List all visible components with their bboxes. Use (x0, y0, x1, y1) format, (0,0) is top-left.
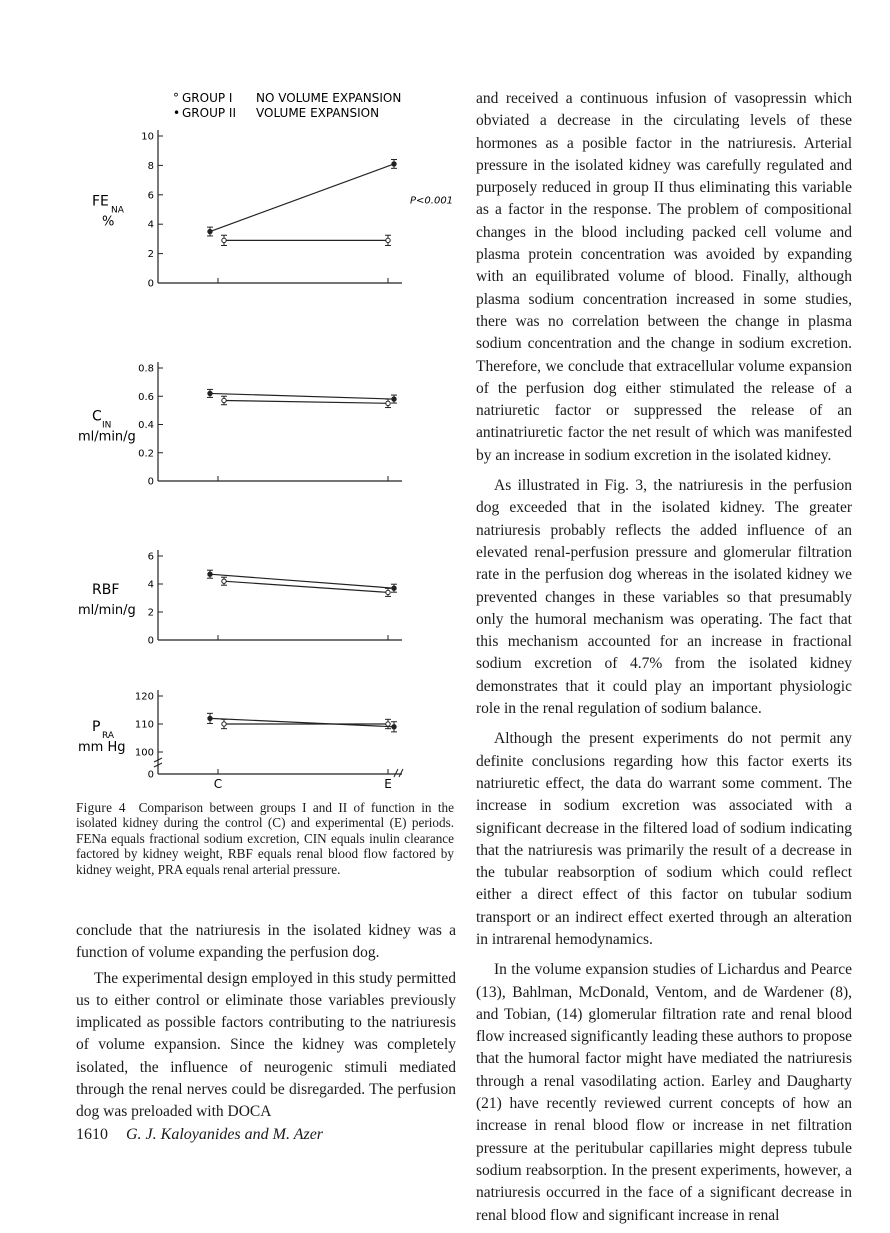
data-point (208, 572, 212, 576)
panel-label: P (92, 719, 101, 735)
data-point (208, 716, 212, 720)
data-point (386, 722, 390, 726)
y-tick-label: 0.8 (138, 363, 154, 375)
figure-4 (70, 84, 454, 804)
data-point (222, 238, 226, 242)
series-line-2 (210, 393, 394, 399)
paragraph: conclude that the natriuresis in the isolated kidney was a function of volume expanding the perfusion dog. (76, 922, 456, 962)
data-point (386, 590, 390, 594)
paragraph: As illustrated in Fig. 3, the natriuresis in the perfusion dog exceeded that in the isolated kidney. The greater natriuresis probably reflects the added influence of an elevated renal-perfusion pressure and glomerular filtration rate in the perfusion dog whereas in the isolated kidney we prevented changes in these variables so that presumably only the humoral mechanism was operating. The fact that this mechanism accounted for an increase in fractional sodium excretion of 4.7% from the isolated kidney demonstrates that it could play an important physiologic role in the renal regulation of sodium balance. (476, 477, 852, 718)
significance-annotation: P<0.001 (410, 195, 454, 207)
data-point (386, 401, 390, 405)
y-tick-label: 8 (147, 160, 154, 172)
page-number: 1610 (76, 1126, 108, 1143)
left-column (76, 920, 456, 1124)
panel-label-subscript: RA (102, 731, 115, 741)
panel-label: FE (92, 193, 109, 210)
authors: G. J. Kaloyanides and M. Azer (126, 1126, 324, 1143)
x-tick-label: C (213, 777, 223, 791)
page-footer (76, 1126, 323, 1144)
y-tick-label: 0 (147, 635, 154, 647)
data-point (222, 579, 226, 583)
y-tick-label: 0 (147, 476, 154, 488)
data-point (222, 722, 226, 726)
y-tick-label: 2 (147, 249, 154, 261)
panel-unit-label: mm Hg (78, 740, 126, 755)
legend-group-2-name: GROUP II (182, 106, 236, 120)
legend-group-2-marker: • (173, 106, 181, 120)
paragraph: In the volume expansion studies of Lichardus and Pearce (13), Bahlman, McDonald, Ventom, and de Wardener (8), and Tobian, (14) glomerular filtration rate and renal blood flow increased significantly leading these authors to propose that the humoral factor might have mediated the natriuresis through a renal vasodilating action. Earley and Daugharty (21) have recently reviewed current concepts of how an increase in renal blood flow or increase in net filtration pressure at the peritubular capillaries might depress tubule sodium reabsorption. In the present experiments, however, a natriuresis occurred in the face of a significant decrease in renal blood flow and significant increase in renal (476, 961, 852, 1224)
y-tick-label: 0.6 (138, 391, 154, 403)
series-line-1 (224, 400, 388, 403)
legend-group-1-label: NO VOLUME EXPANSION (256, 91, 402, 105)
caption-lead: Figure 4 (76, 800, 126, 815)
panel-label-subscript: NA (111, 205, 124, 216)
panel-unit-label: ml/min/g (78, 603, 136, 618)
chart-panel-2 (78, 362, 402, 488)
axis-break (394, 769, 403, 777)
y-tick-label: 110 (134, 719, 154, 731)
panel-label: RBF (92, 582, 120, 598)
panel-label-subscript: IN (102, 420, 112, 431)
chart-panel-4 (78, 690, 403, 791)
y-tick-label: 6 (147, 551, 154, 563)
y-tick-label: 120 (134, 691, 154, 703)
legend-group-1-name: GROUP I (182, 91, 233, 105)
panel-unit-label: % (102, 214, 115, 230)
series-line-1 (224, 581, 388, 592)
data-point (386, 238, 390, 242)
y-tick-label: 0.2 (138, 448, 154, 460)
y-tick-label: 4 (147, 219, 154, 231)
data-point (392, 586, 396, 590)
data-point (208, 391, 212, 395)
figure-caption (76, 800, 454, 877)
legend-group-2-label: VOLUME EXPANSION (256, 106, 380, 120)
x-tick-label: E (384, 777, 392, 791)
data-point (392, 397, 396, 401)
data-point (222, 398, 226, 402)
legend-group-1-marker: ° (173, 91, 179, 105)
series-line-2 (210, 718, 394, 726)
figure-4-plots (70, 84, 454, 804)
legend (173, 91, 401, 120)
panel-unit-label: ml/min/g (78, 429, 136, 445)
y-tick-label: 4 (147, 579, 154, 591)
y-tick-label: 6 (147, 190, 154, 202)
y-tick-label: 100 (134, 747, 154, 759)
caption-text: Comparison between groups I and II of function in the isolated kidney during the control (C) and experimental (E) periods. FENa equals fractional sodium excretion, CIN equals inulin clearance factored by kidney weight, RBF equals renal blood flow factored by kidney weight, PRA equals renal arterial pressure. (76, 800, 454, 877)
y-tick-label: 0.4 (138, 420, 154, 431)
paragraph: Although the present experiments do not permit any definite conclusions regarding how this factor exerts its natriuretic effect, the data do warrant some comment. The increase in sodium excretion was associated with a significant decrease in the filtered load of sodium indicating that the natriuresis was primarily the result of a decrease in the tubular reabsorption of sodium which could reflect either a direct effect of this factor on tubular sodium transport or an indirect effect exerted through an alteration in intrarenal hemodynamics. (476, 730, 852, 948)
chart-panel-3 (78, 550, 402, 647)
paragraph: and received a continuous infusion of vasopressin which obviated a decrease in the circulating levels of these hormones as a posible factor in the natriuresis. Arterial pressure in the isolated kidney was carefully regulated and purposely reduced in group II thus eliminating this variable as a factor in the response. The problem of compositional changes in the blood including packed cell volume and plasma protein concentration was avoided by expanding with an equilibrated volume of blood. Finally, although plasma sodium concentration increased in some studies, there was no correlation between the change in plasma sodium concentration and the change in sodium excretion. Therefore, we conclude that extracellular volume expansion of the perfusion dog either stimulated the release of a natriuretic factor or suppressed the release of an antinatriuretic factor the net result of which was manifested by an increase in sodium excretion in the isolated kidney. (476, 90, 852, 464)
data-point (208, 229, 212, 233)
panel-label: C (92, 408, 102, 425)
right-column (476, 88, 852, 1227)
series-line-2 (210, 164, 394, 232)
y-tick-label: 10 (141, 131, 154, 143)
chart-panel-1 (92, 130, 453, 290)
y-tick-label: 0 (147, 769, 154, 781)
paragraph: The experimental design employed in this study permitted us to either control or eliminate those variables previously implicated as possible factors contributing to the natriuresis of volume expansion. Since the kidney was completely isolated, the influence of neurogenic stimuli mediated through the renal nerves could be disregarded. The perfusion dog was preloaded with DOCA (76, 969, 456, 1121)
y-tick-label: 2 (147, 607, 154, 619)
data-point (392, 162, 396, 166)
y-tick-label: 0 (147, 278, 154, 290)
data-point (392, 725, 396, 729)
